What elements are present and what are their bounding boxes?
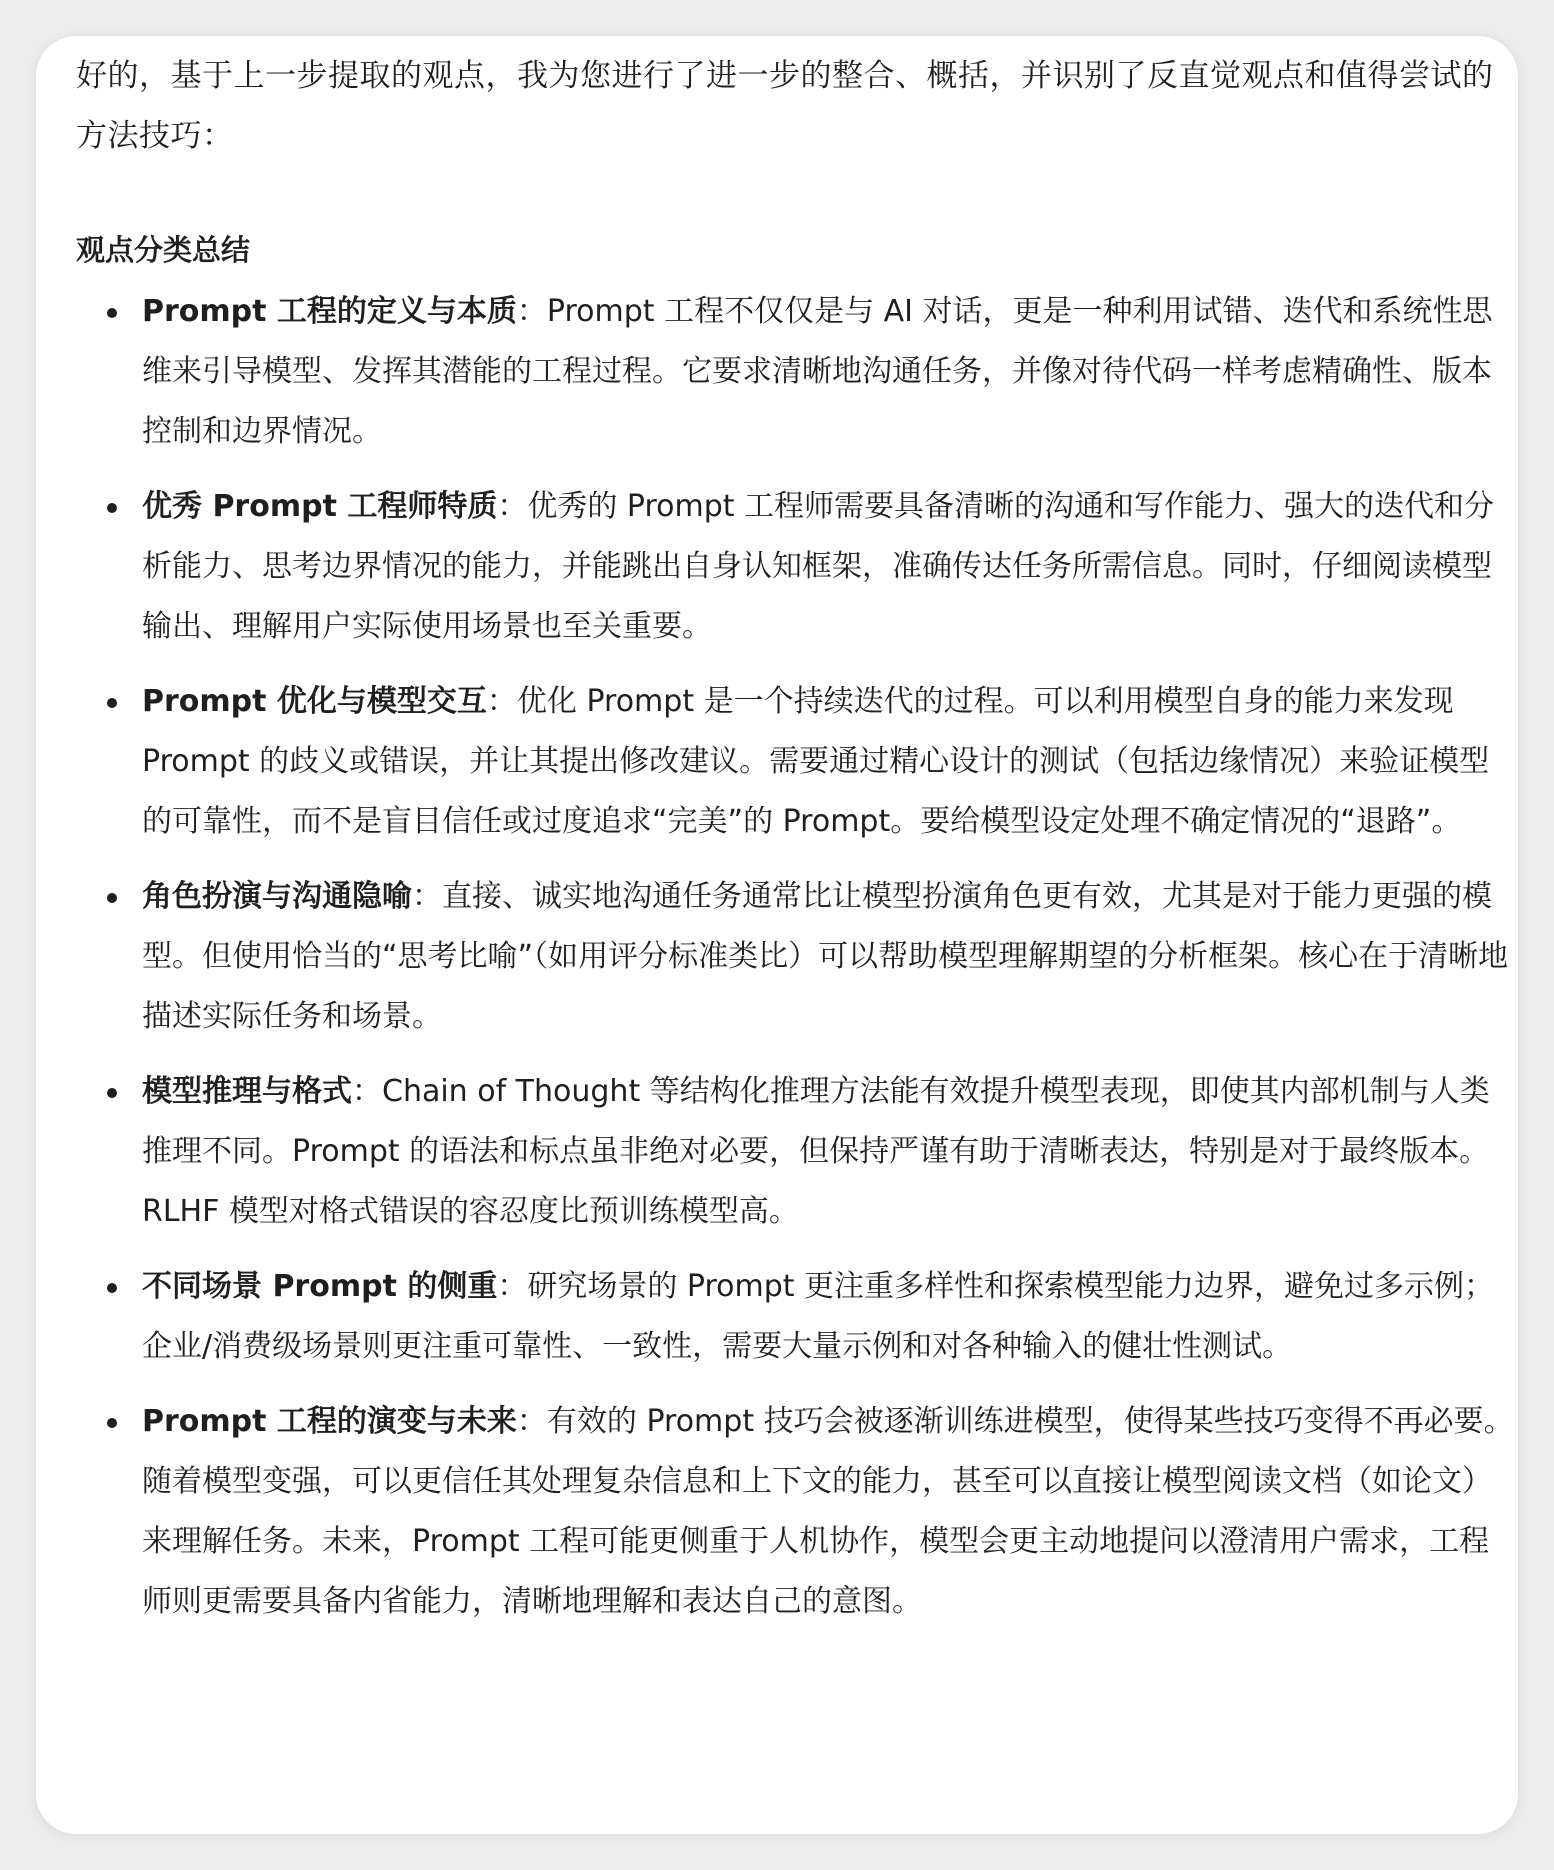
point-title: 角色扮演与沟通隐喻 — [142, 879, 412, 914]
point-separator: ： — [412, 879, 442, 914]
list-item — [76, 477, 1516, 657]
point-separator: ： — [516, 294, 547, 329]
bullet-icon — [107, 893, 117, 903]
bullet-icon — [107, 698, 117, 708]
bullet-icon — [107, 1418, 117, 1428]
list-item — [76, 282, 1516, 462]
point-body: 研究场景的 Prompt 更注重多样性和探索模型能力边界，避免过多示例；企业/消费级场景则更注重可靠性、一致性，需要大量示例和对各种输入的健壮性测试。 — [142, 1269, 1495, 1364]
point-title: 不同场景 Prompt 的侧重 — [142, 1269, 498, 1304]
message-content — [76, 46, 1516, 1647]
point-title: Prompt 工程的演变与未来 — [142, 1404, 517, 1439]
point-body: Prompt 工程不仅仅是与 AI 对话，更是一种利用试错、迭代和系统性思维来引导模型、发挥其潜能的工程过程。它要求清晰地沟通任务，并像对待代码一样考虑精确性、版本控制和边界情况。 — [142, 294, 1493, 449]
list-item — [76, 867, 1516, 1047]
bullet-icon — [107, 1088, 117, 1098]
bullet-icon — [107, 1283, 117, 1293]
summary-list — [76, 282, 1516, 1632]
list-item — [76, 1062, 1516, 1242]
point-title: 模型推理与格式 — [142, 1074, 352, 1109]
bullet-icon — [107, 503, 117, 513]
point-separator: ： — [497, 1269, 528, 1304]
point-title: Prompt 工程的定义与本质 — [142, 294, 517, 329]
point-separator: ： — [497, 489, 528, 524]
list-item — [76, 1392, 1516, 1632]
point-separator: ： — [486, 684, 517, 719]
point-separator: ： — [352, 1074, 382, 1109]
intro-paragraph: 好的，基于上一步提取的观点，我为您进行了进一步的整合、概括，并识别了反直觉观点和值得尝试的方法技巧： — [76, 58, 1494, 154]
point-body: Chain of Thought 等结构化推理方法能有效提升模型表现，即使其内部机制与人类推理不同。Prompt 的语法和标点虽非绝对必要，但保持严谨有助于清晰表达，特别是对于最终版本。RLHF 模型对格式错误的容忍度比预训练模型高。 — [142, 1074, 1490, 1229]
list-item — [76, 672, 1516, 852]
list-item — [76, 1257, 1516, 1377]
point-title: 优秀 Prompt 工程师特质 — [142, 489, 498, 524]
message-card — [36, 36, 1518, 1834]
point-separator: ： — [516, 1404, 547, 1439]
point-title: Prompt 优化与模型交互 — [142, 684, 487, 719]
point-body: 优化 Prompt 是一个持续迭代的过程。可以利用模型自身的能力来发现 Prompt 的歧义或错误，并让其提出修改建议。需要通过精心设计的测试（包括边缘情况）来验证模型的可靠性，而不是盲目信任或过度追求“完美”的 Prompt。要给模型设定处理不确定情况的“退路”。 — [142, 684, 1490, 839]
section-heading: 观点分类总结 — [76, 233, 251, 267]
point-body: 直接、诚实地沟通任务通常比让模型扮演角色更有效，尤其是对于能力更强的模型。但使用恰当的“思考比喻”（如用评分标准类比）可以帮助模型理解期望的分析框架。核心在于清晰地描述实际任务和场景。 — [142, 879, 1509, 1034]
point-body: 有效的 Prompt 技巧会被逐渐训练进模型，使得某些技巧变得不再必要。随着模型变强，可以更信任其处理复杂信息和上下文的能力，甚至可以直接让模型阅读文档（如论文）来理解任务。未来，Prompt 工程可能更侧重于人机协作，模型会更主动地提问以澄清用户需求，工程师则更需要具备内省能力，清晰地理解和表达自己的意图。 — [142, 1404, 1514, 1619]
bullet-icon — [107, 308, 117, 318]
point-body: 优秀的 Prompt 工程师需要具备清晰的沟通和写作能力、强大的迭代和分析能力、思考边界情况的能力，并能跳出自身认知框架，准确传达任务所需信息。同时，仔细阅读模型输出、理解用户实际使用场景也至关重要。 — [142, 489, 1495, 644]
